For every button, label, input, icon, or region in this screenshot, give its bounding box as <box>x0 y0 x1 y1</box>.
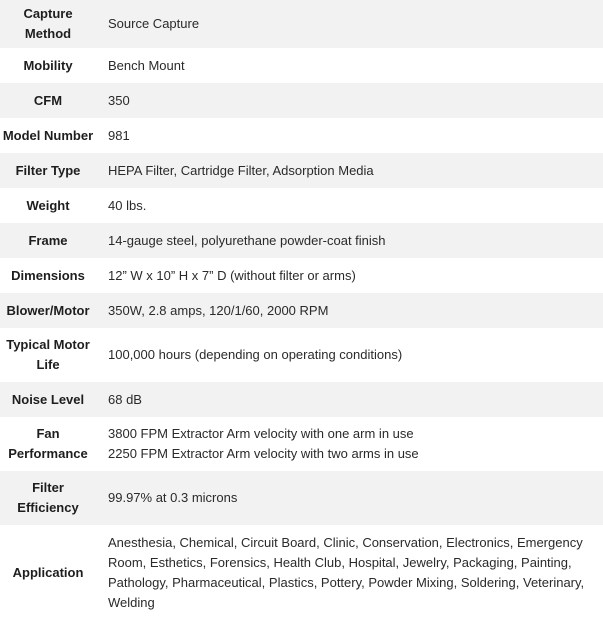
spec-value-line: 2250 FPM Extractor Arm velocity with two arms in use <box>108 446 419 461</box>
spec-value: Bench Mount <box>96 48 603 83</box>
spec-value: 68 dB <box>96 382 603 417</box>
spec-label: Mobility <box>0 48 96 83</box>
spec-value: Source Capture <box>96 0 603 48</box>
spec-label: CFM <box>0 83 96 118</box>
spec-value: 40 lbs. <box>96 188 603 223</box>
spec-value: HEPA Filter, Cartridge Filter, Adsorption Media <box>96 153 603 188</box>
spec-label: Model Number <box>0 118 96 153</box>
spec-value: 99.97% at 0.3 microns <box>96 471 603 525</box>
spec-value: 100,000 hours (depending on operating conditions) <box>96 328 603 382</box>
spec-row-noise-level <box>0 382 603 417</box>
spec-label: Dimensions <box>0 258 96 293</box>
spec-row-frame <box>0 223 603 258</box>
spec-label: Typical Motor Life <box>0 328 96 382</box>
spec-row-fan-performance <box>0 417 603 471</box>
spec-row-mobility <box>0 48 603 83</box>
spec-value: Anesthesia, Chemical, Circuit Board, Clinic, Conservation, Electronics, Emergency Room, Esthetics, Forensics, Health Club, Hospital, Jewelry, Packaging, Painting, Pathology, Pharmaceutical, Plastics, Pottery, Powder Mixing, Soldering, Veterinary, Welding <box>96 525 603 621</box>
spec-value: 350W, 2.8 amps, 120/1/60, 2000 RPM <box>96 293 603 328</box>
spec-row-capture-method <box>0 0 603 48</box>
spec-row-blower-motor <box>0 293 603 328</box>
spec-value <box>96 417 603 471</box>
spec-label: Capture Method <box>0 0 96 48</box>
spec-label: Noise Level <box>0 382 96 417</box>
spec-row-weight <box>0 188 603 223</box>
spec-value: 350 <box>96 83 603 118</box>
spec-row-typical-motor-life <box>0 328 603 382</box>
spec-row-filter-type <box>0 153 603 188</box>
spec-row-filter-efficiency <box>0 471 603 525</box>
spec-label: Blower/Motor <box>0 293 96 328</box>
spec-value: 12” W x 10” H x 7” D (without filter or arms) <box>96 258 603 293</box>
spec-label: Application <box>0 525 96 621</box>
spec-label: Fan Performance <box>0 417 96 471</box>
spec-row-cfm <box>0 83 603 118</box>
spec-label: Weight <box>0 188 96 223</box>
spec-label: Filter Type <box>0 153 96 188</box>
spec-value-line: 3800 FPM Extractor Arm velocity with one arm in use <box>108 426 414 441</box>
spec-value: 981 <box>96 118 603 153</box>
spec-label: Frame <box>0 223 96 258</box>
spec-row-application <box>0 525 603 621</box>
spec-row-model-number <box>0 118 603 153</box>
spec-label: Filter Efficiency <box>0 471 96 525</box>
spec-value: 14-gauge steel, polyurethane powder-coat finish <box>96 223 603 258</box>
spec-row-dimensions <box>0 258 603 293</box>
